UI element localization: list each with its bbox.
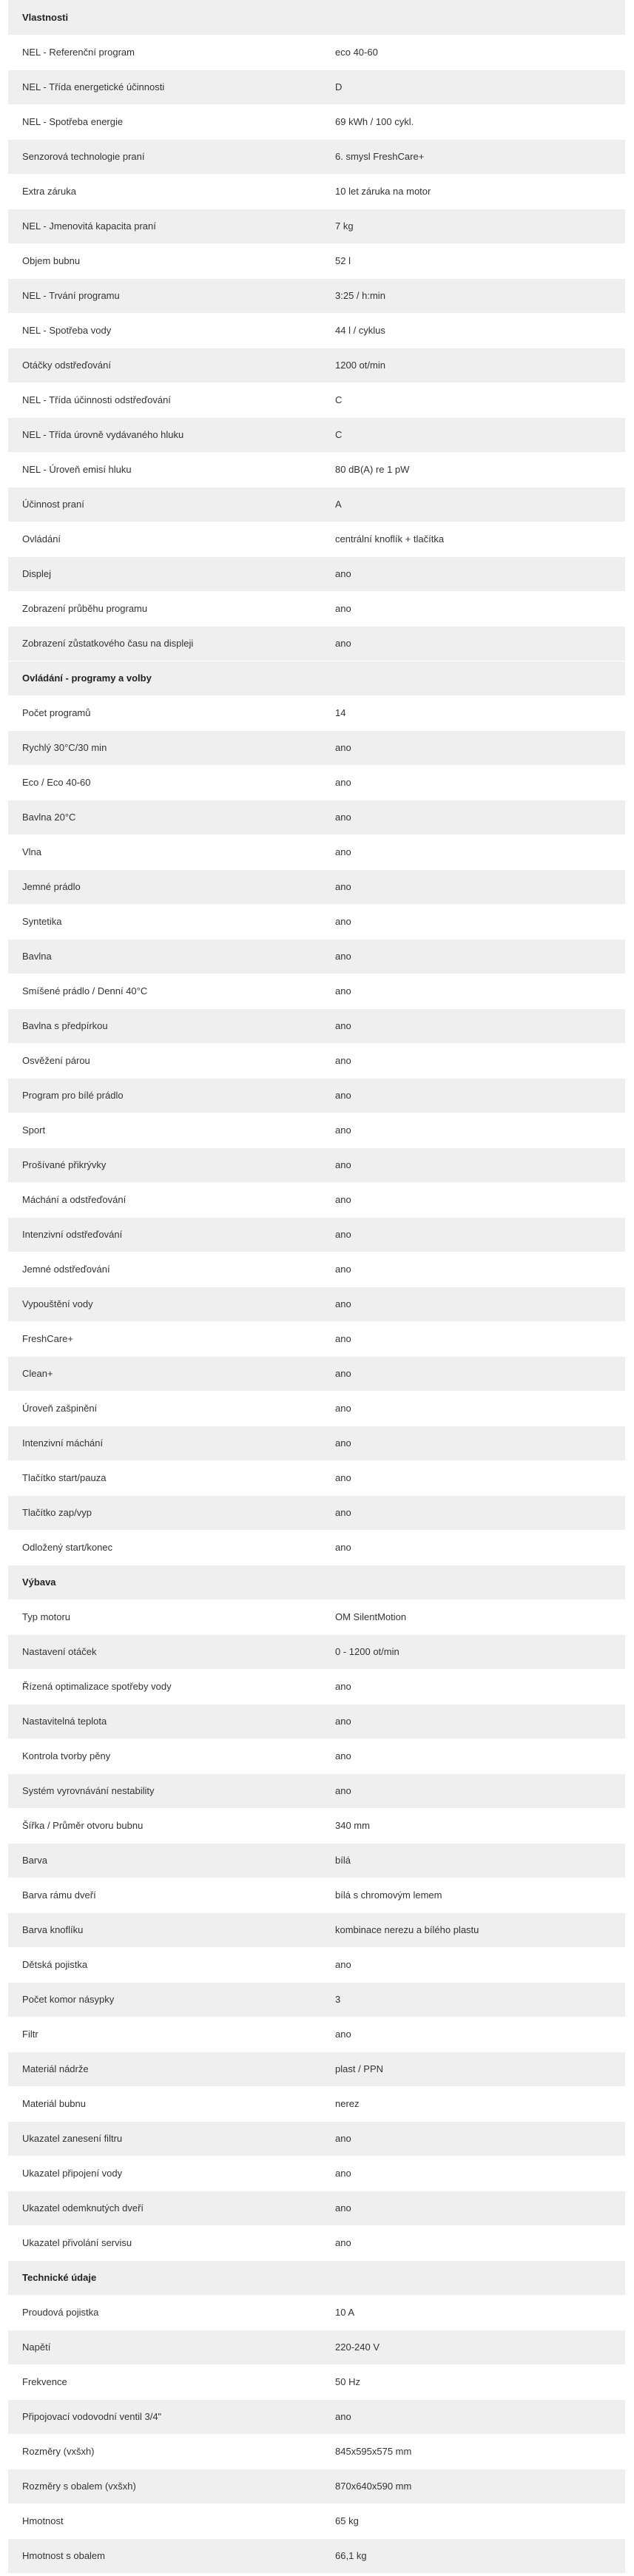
spec-label: Extra záruka	[8, 174, 326, 209]
spec-value: 69 kWh / 100 cykl.	[326, 104, 625, 139]
spec-label: Materiál nádrže	[8, 2051, 326, 2086]
spec-label: Displej	[8, 556, 326, 591]
spec-row	[8, 2538, 625, 2573]
spec-row	[8, 1773, 625, 1808]
spec-value: A	[326, 487, 625, 522]
spec-label: Vypouštění vody	[8, 1287, 326, 1321]
spec-value: ano	[326, 591, 625, 626]
spec-row	[8, 556, 625, 591]
spec-label: Šířka / Průměr otvoru bubnu	[8, 1808, 326, 1843]
spec-row	[8, 869, 625, 904]
spec-label: Systém vyrovnávání nestability	[8, 1773, 326, 1808]
spec-value: ano	[326, 1008, 625, 1043]
spec-value: ano	[326, 2156, 625, 2191]
spec-value: 220-240 V	[326, 2330, 625, 2364]
spec-label: Hmotnost s obalem	[8, 2538, 326, 2573]
spec-value: ano	[326, 2399, 625, 2434]
spec-value: 845x595x575 mm	[326, 2434, 625, 2469]
spec-label: Řízená optimalizace spotřeby vody	[8, 1669, 326, 1704]
spec-row	[8, 626, 625, 661]
section-header	[8, 661, 625, 695]
spec-row	[8, 243, 625, 278]
spec-label: NEL - Třída energetické účinnosti	[8, 70, 326, 104]
spec-row	[8, 2086, 625, 2121]
spec-label: NEL - Spotřeba energie	[8, 104, 326, 139]
spec-row	[8, 1043, 625, 1078]
spec-row	[8, 487, 625, 522]
spec-label: Ukazatel připojení vody	[8, 2156, 326, 2191]
spec-value: 80 dB(A) re 1 pW	[326, 452, 625, 487]
spec-label: Frekvence	[8, 2364, 326, 2399]
spec-value: ano	[326, 1704, 625, 1739]
spec-value: ano	[326, 1530, 625, 1565]
spec-row	[8, 2295, 625, 2330]
spec-label: Dětská pojistka	[8, 1947, 326, 1982]
spec-label: Jemné prádlo	[8, 869, 326, 904]
spec-value: 50 Hz	[326, 2364, 625, 2399]
spec-label: Prošívané přikrývky	[8, 1147, 326, 1182]
spec-row	[8, 2121, 625, 2156]
spec-label: Otáčky odstřeďování	[8, 348, 326, 382]
spec-row	[8, 2503, 625, 2538]
spec-label: Ukazatel zanesení filtru	[8, 2121, 326, 2156]
spec-row	[8, 2156, 625, 2191]
spec-value: ano	[326, 800, 625, 834]
spec-label: Bavlna s předpírkou	[8, 1008, 326, 1043]
spec-value: 3:25 / h:min	[326, 278, 625, 313]
spec-label: Eco / Eco 40-60	[8, 765, 326, 800]
spec-row	[8, 1008, 625, 1043]
spec-label: NEL - Referenční program	[8, 35, 326, 70]
spec-label: Barva	[8, 1843, 326, 1878]
spec-row	[8, 1878, 625, 1912]
spec-value: 52 l	[326, 243, 625, 278]
spec-row	[8, 1426, 625, 1460]
spec-value: ano	[326, 556, 625, 591]
section-title: Technické údaje	[8, 2260, 625, 2295]
spec-value: eco 40-60	[326, 35, 625, 70]
spec-row	[8, 1321, 625, 1356]
spec-row	[8, 1460, 625, 1495]
spec-value: ano	[326, 1426, 625, 1460]
spec-label: Barva rámu dveří	[8, 1878, 326, 1912]
spec-row	[8, 1287, 625, 1321]
spec-row	[8, 313, 625, 348]
spec-row	[8, 1252, 625, 1287]
spec-label: Počet programů	[8, 695, 326, 730]
spec-label: Tlačítko zap/vyp	[8, 1495, 326, 1530]
spec-value: bílá	[326, 1843, 625, 1878]
spec-label: Jemné odstřeďování	[8, 1252, 326, 1287]
spec-value: centrální knoflík + tlačítka	[326, 522, 625, 556]
spec-row	[8, 1356, 625, 1391]
spec-label: Clean+	[8, 1356, 326, 1391]
spec-value: ano	[326, 1321, 625, 1356]
spec-value: ano	[326, 1391, 625, 1426]
spec-label: Rychlý 30°C/30 min	[8, 730, 326, 765]
spec-row	[8, 1704, 625, 1739]
spec-row	[8, 522, 625, 556]
spec-row	[8, 1739, 625, 1773]
spec-value: ano	[326, 765, 625, 800]
spec-label: Zobrazení průběhu programu	[8, 591, 326, 626]
spec-value: ano	[326, 1252, 625, 1287]
spec-row	[8, 591, 625, 626]
spec-value: ano	[326, 1113, 625, 1147]
section-title: Výbava	[8, 1565, 625, 1599]
spec-row	[8, 2434, 625, 2469]
spec-row	[8, 2017, 625, 2051]
spec-row	[8, 382, 625, 417]
spec-value: C	[326, 382, 625, 417]
spec-value: ano	[326, 1043, 625, 1078]
spec-label: NEL - Úroveň emisí hluku	[8, 452, 326, 487]
spec-row	[8, 35, 625, 70]
spec-value: ano	[326, 1182, 625, 1217]
spec-label: Bavlna	[8, 939, 326, 974]
specifications-table-body	[8, 0, 625, 2573]
spec-label: Materiál bubnu	[8, 2086, 326, 2121]
spec-row	[8, 348, 625, 382]
spec-label: NEL - Trvání programu	[8, 278, 326, 313]
spec-label: Ukazatel přivolání servisu	[8, 2225, 326, 2260]
spec-value: nerez	[326, 2086, 625, 2121]
spec-row	[8, 1147, 625, 1182]
spec-row	[8, 1947, 625, 1982]
spec-value: ano	[326, 974, 625, 1008]
spec-row	[8, 104, 625, 139]
spec-value: 340 mm	[326, 1808, 625, 1843]
spec-value: ano	[326, 1460, 625, 1495]
spec-row	[8, 1078, 625, 1113]
spec-value: ano	[326, 1495, 625, 1530]
spec-value: ano	[326, 2121, 625, 2156]
spec-value: ano	[326, 1669, 625, 1704]
spec-value: ano	[326, 1287, 625, 1321]
spec-value: 10 A	[326, 2295, 625, 2330]
spec-label: Barva knoflíku	[8, 1912, 326, 1947]
section-header	[8, 1565, 625, 1599]
spec-row	[8, 834, 625, 869]
spec-label: NEL - Jmenovitá kapacita praní	[8, 209, 326, 243]
spec-value: 7 kg	[326, 209, 625, 243]
spec-row	[8, 974, 625, 1008]
spec-label: Odložený start/konec	[8, 1530, 326, 1565]
spec-row	[8, 174, 625, 209]
spec-value: ano	[326, 2225, 625, 2260]
spec-label: NEL - Spotřeba vody	[8, 313, 326, 348]
spec-row	[8, 1113, 625, 1147]
spec-label: Typ motoru	[8, 1599, 326, 1634]
spec-row	[8, 2330, 625, 2364]
spec-row	[8, 695, 625, 730]
spec-value: 66,1 kg	[326, 2538, 625, 2573]
spec-row	[8, 70, 625, 104]
spec-label: NEL - Třída účinnosti odstřeďování	[8, 382, 326, 417]
spec-row	[8, 2399, 625, 2434]
spec-value: ano	[326, 2191, 625, 2225]
spec-label: Nastavení otáček	[8, 1634, 326, 1669]
spec-row	[8, 1982, 625, 2017]
spec-value: kombinace nerezu a bílého plastu	[326, 1912, 625, 1947]
spec-value: ano	[326, 1217, 625, 1252]
spec-value: ano	[326, 2017, 625, 2051]
spec-row	[8, 2364, 625, 2399]
spec-value: OM SilentMotion	[326, 1599, 625, 1634]
spec-label: FreshCare+	[8, 1321, 326, 1356]
spec-row	[8, 1530, 625, 1565]
spec-label: Zobrazení zůstatkového času na displeji	[8, 626, 326, 661]
spec-label: Vlna	[8, 834, 326, 869]
spec-label: Ovládání	[8, 522, 326, 556]
spec-label: Nastavitelná teplota	[8, 1704, 326, 1739]
specifications-panel	[8, 0, 625, 2574]
spec-row	[8, 1217, 625, 1252]
spec-value: 6. smysl FreshCare+	[326, 139, 625, 174]
spec-label: Máchání a odstřeďování	[8, 1182, 326, 1217]
spec-value: 1200 ot/min	[326, 348, 625, 382]
spec-label: Napětí	[8, 2330, 326, 2364]
spec-label: Objem bubnu	[8, 243, 326, 278]
spec-value: bílá s chromovým lemem	[326, 1878, 625, 1912]
section-title: Vlastnosti	[8, 0, 625, 35]
spec-row	[8, 278, 625, 313]
spec-label: Připojovací vodovodní ventil 3/4"	[8, 2399, 326, 2434]
spec-label: Rozměry (vxšxh)	[8, 2434, 326, 2469]
spec-value: ano	[326, 939, 625, 974]
spec-value: ano	[326, 1947, 625, 1982]
spec-value: 10 let záruka na motor	[326, 174, 625, 209]
spec-row	[8, 2225, 625, 2260]
spec-row	[8, 2191, 625, 2225]
spec-label: Ukazatel odemknutých dveří	[8, 2191, 326, 2225]
spec-row	[8, 904, 625, 939]
spec-label: Osvěžení párou	[8, 1043, 326, 1078]
spec-label: Senzorová technologie praní	[8, 139, 326, 174]
spec-row	[8, 452, 625, 487]
spec-row	[8, 800, 625, 834]
spec-value: D	[326, 70, 625, 104]
specifications-table	[8, 0, 625, 2574]
spec-value: ano	[326, 834, 625, 869]
spec-label: Proudová pojistka	[8, 2295, 326, 2330]
spec-value: plast / PPN	[326, 2051, 625, 2086]
spec-row	[8, 1634, 625, 1669]
spec-label: Smíšené prádlo / Denní 40°C	[8, 974, 326, 1008]
spec-value: ano	[326, 1773, 625, 1808]
spec-label: Počet komor násypky	[8, 1982, 326, 2017]
spec-label: Program pro bílé prádlo	[8, 1078, 326, 1113]
spec-row	[8, 765, 625, 800]
spec-value: 3	[326, 1982, 625, 2017]
spec-label: Tlačítko start/pauza	[8, 1460, 326, 1495]
spec-row	[8, 730, 625, 765]
spec-value: ano	[326, 1739, 625, 1773]
spec-value: ano	[326, 869, 625, 904]
spec-label: Syntetika	[8, 904, 326, 939]
spec-value: 14	[326, 695, 625, 730]
spec-label: Bavlna 20°C	[8, 800, 326, 834]
section-title: Ovládání - programy a volby	[8, 661, 625, 695]
spec-label: Kontrola tvorby pěny	[8, 1739, 326, 1773]
section-header	[8, 2260, 625, 2295]
spec-value: ano	[326, 1356, 625, 1391]
spec-row	[8, 1182, 625, 1217]
spec-value: ano	[326, 1078, 625, 1113]
spec-value: ano	[326, 730, 625, 765]
spec-label: Sport	[8, 1113, 326, 1147]
spec-row	[8, 1599, 625, 1634]
spec-row	[8, 2469, 625, 2503]
spec-row	[8, 139, 625, 174]
spec-label: Úroveň zašpinění	[8, 1391, 326, 1426]
spec-value: 0 - 1200 ot/min	[326, 1634, 625, 1669]
spec-label: Rozměry s obalem (vxšxh)	[8, 2469, 326, 2503]
spec-row	[8, 939, 625, 974]
spec-row	[8, 1843, 625, 1878]
spec-row	[8, 1391, 625, 1426]
spec-row	[8, 2051, 625, 2086]
spec-value: 44 l / cyklus	[326, 313, 625, 348]
spec-row	[8, 417, 625, 452]
spec-label: Účinnost praní	[8, 487, 326, 522]
section-header	[8, 0, 625, 35]
spec-label: Hmotnost	[8, 2503, 326, 2538]
spec-row	[8, 1669, 625, 1704]
spec-value: ano	[326, 904, 625, 939]
spec-label: NEL - Třída úrovně vydávaného hluku	[8, 417, 326, 452]
spec-value: C	[326, 417, 625, 452]
spec-row	[8, 1912, 625, 1947]
spec-row	[8, 209, 625, 243]
spec-value: ano	[326, 1147, 625, 1182]
spec-label: Filtr	[8, 2017, 326, 2051]
spec-label: Intenzivní odstřeďování	[8, 1217, 326, 1252]
spec-value: 870x640x590 mm	[326, 2469, 625, 2503]
spec-value: 65 kg	[326, 2503, 625, 2538]
spec-label: Intenzivní máchání	[8, 1426, 326, 1460]
spec-value: ano	[326, 626, 625, 661]
spec-row	[8, 1495, 625, 1530]
spec-row	[8, 1808, 625, 1843]
